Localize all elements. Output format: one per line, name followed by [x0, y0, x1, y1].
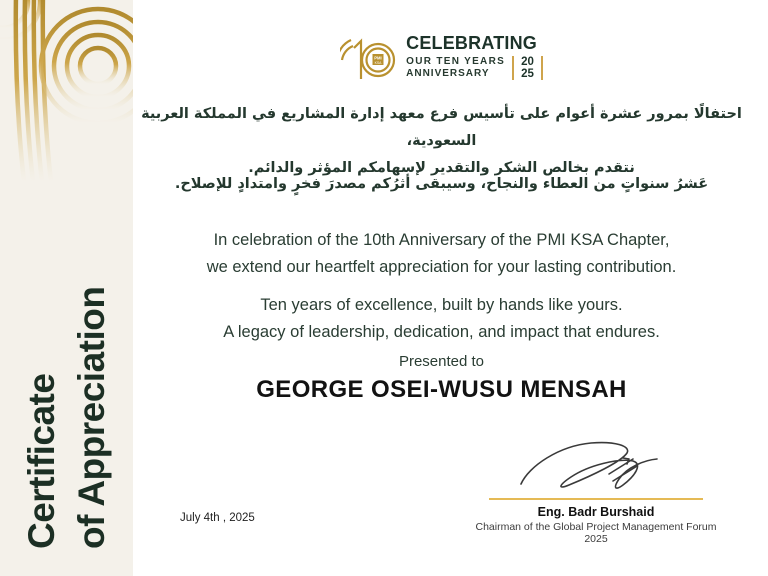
arabic-line1: احتفالًا بمرور عشرة أعوام على تأسيس فرع معهد إدارة المشاريع في المملكة العربية السعودية، — [141, 106, 742, 149]
english-p2-line1: Ten years of excellence, built by hands like yours. — [260, 296, 623, 314]
arabic-tribute-line — [133, 171, 750, 198]
arabic-line2: نتقدم بخالص الشكر والتقدير لإسهامكم المؤثر والدائم. — [248, 159, 635, 176]
pmi-ten-logo-icon — [340, 34, 396, 80]
pmi-mark-label: PMI — [374, 55, 382, 61]
signature-block — [468, 438, 724, 545]
gold-divider-bar — [541, 56, 543, 80]
year-2025-label: 20 25 — [521, 56, 534, 81]
anniversary-logo-text — [406, 33, 543, 80]
issue-date: July 4th , 2025 — [180, 512, 255, 524]
english-p1-line1: In celebration of the 10th Anniversary of the PMI KSA Chapter, — [213, 231, 670, 249]
english-dedication-paragraph — [133, 227, 750, 281]
english-tribute-paragraph — [133, 292, 750, 346]
signature-icon — [511, 438, 681, 496]
anniversary-logo — [133, 33, 750, 80]
presented-to-label: Presented to — [398, 353, 485, 370]
arabic-line3: عَشرُ سنواتٍ من العطاء والنجاح، وسيبقى أثرُكم مصدرَ فخرٍ وامتدادٍ للإصلاح. — [174, 176, 709, 192]
arabic-dedication-paragraph — [133, 101, 750, 181]
certificate-title — [17, 235, 116, 549]
certificate-title-line1: Certificate — [21, 373, 62, 549]
certificate-title-line2: of Appreciation — [70, 286, 112, 549]
gold-ten-rings-decoration-icon — [0, 0, 133, 240]
signature-line — [489, 498, 703, 500]
english-p2-line2: A legacy of leadership, dedication, and impact that endures. — [223, 323, 660, 342]
svg-text:KSA: KSA — [374, 60, 382, 65]
recipient-name: GEORGE OSEI-WUSU MENSAH — [256, 376, 627, 403]
signatory-name: Eng. Badr Burshaid — [537, 505, 655, 519]
gold-divider-bar — [512, 56, 514, 80]
celebrating-label: CELEBRATING — [406, 33, 537, 53]
anniversary-sub-label: OUR TEN YEARS ANNIVERSARY — [406, 56, 506, 80]
sidebar-panel — [0, 0, 133, 576]
signatory-title: Chairman of the Global Project Management Forum 2025 — [475, 521, 717, 545]
english-p1-line2: we extend our heartfelt appreciation for your lasting contribution. — [206, 258, 677, 277]
